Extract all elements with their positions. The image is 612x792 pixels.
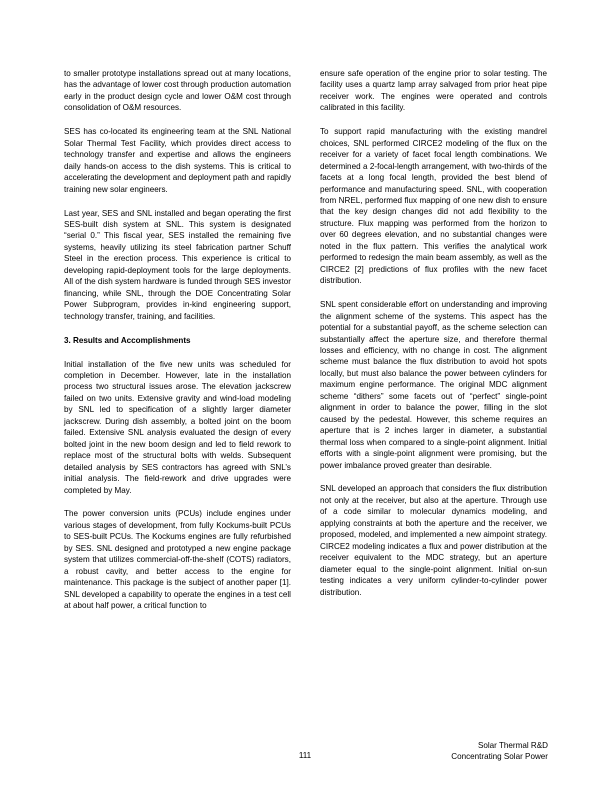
- footer-line-concentrating-solar-power: Concentrating Solar Power: [451, 752, 548, 762]
- left-text-column: [64, 68, 291, 612]
- paragraph: to smaller prototype installations spread out at many locations, has the advantage of lower cost through production automation early in the product design cycle and lower O&M cost through consolidation of O&M resources.: [64, 69, 291, 113]
- paragraph: SNL developed an approach that considers the flux distribution not only at the receiver, but also at the aperture. Through use of a code similar to molecular dynamics modeling, and applying constraints at both the aperture and the receiver, we proposed, modeled, and implemented a new aimpoint strategy. CIRCE2 modeling indicates a flux and power distribution at the receiver equivalent to the MDC strategy, but an aperture diameter equal to the single-point alignment. Initial on-sun testing indicates a very uniform cylinder-to-cylinder power distribution.: [320, 484, 547, 597]
- paragraph: SES has co-located its engineering team at the SNL National Solar Thermal Test Facility, which provides direct access to technology transfer and expertise and allows the engineers daily hands-on access to the dish systems. This is critical to accelerating the development and deployment path and rapidly training new solar engineers.: [64, 127, 291, 194]
- paragraph: SNL spent considerable effort on understanding and improving the alignment scheme of the systems. This aspect has the potential for a substantial payoff, as the scheme selection can substantially affect the aperture size, and therefore thermal losses and efficiency, with no change in cost. The alignment scheme must balance the flux distribution to avoid hot spots locally, but must also balance the power between cylinders for maximum engine performance. The original MDC alignment scheme “dithers” some facets out of “perfect” single-point alignment in order to balance the power, filling in the slot caused by the pedestal. However, this scheme requires an aperture that is 2 inches larger in diameter, a substantial thermal loss when compared to a single-point alignment. Initial efforts with a single-point alignment were promising, but the power imbalance proved greater than desirable.: [320, 300, 547, 470]
- footer-line-solar-thermal-rd: Solar Thermal R&D: [477, 741, 548, 750]
- right-text-column: [320, 68, 547, 612]
- paragraph: ensure safe operation of the engine prior to solar testing. The facility uses a quartz lamp array salvaged from prior heat pipe receiver work. The engines were operated and controls calibrated in this facility.: [320, 69, 547, 113]
- two-column-body: [64, 68, 548, 612]
- footer-program-label: [451, 740, 548, 763]
- paragraph: To support rapid manufacturing with the existing mandrel choices, SNL performed CIRCE2 modeling of the flux on the receiver for a variety of facet focal length combinations. We determined a 2-focal-length arrangement, with two-thirds of the facets at a long focal length, provided the best blend of performance and manufacturing speed. SNL, with cooperation from NREL, performed flux mapping of one new dish to ensure that the key design changes did not add flexibility to the structure. Flux mapping was performed from the horizon to over 60 degrees elevation, and no substantial changes were noted in the flux pattern. This verifies the analytical work performed to redesign the main beam assembly, as well as the CIRCE2 [2] predictions of flux profiles with the new facet distribution.: [320, 127, 547, 286]
- page-number: 111: [298, 751, 312, 760]
- section-heading-results-and-accomplishments: 3. Results and Accomplishments: [64, 335, 191, 345]
- paragraph: Initial installation of the five new units was scheduled for completion in December. However, late in the installation process two structural issues arose. The elevation jackscrew failed on two units. Extensive gravity and wind-load modeling by SNL led to specification of a slightly larger diameter jackscrew. During dish assembly, a bolted joint on the boom failed. Extensive SNL analysis evaluated the design of every bolted joint in the new boom design and led to field rework to replace most of the structural bolts with welds. Subsequent detailed analysis by SES contractors has agreed with SNL’s initial analysis. The field-rework and drive upgrades were completed by May.: [64, 359, 291, 495]
- paragraph: Last year, SES and SNL installed and began operating the first SES-built dish system at SNL. This system is designated “serial 0.” This fiscal year, SES installed the remaining five systems, heavily utilizing its steel fabrication partner Schuff Steel in the erection process. This experience is critical to developing rapid-deployment tools for the large deployments. All of the dish system hardware is funded through SES investor financing, while SNL, through the DOE Concentrating Solar Power Subprogram, provides in-kind engineering support, technology transfer, training, and facilities.: [64, 208, 291, 321]
- page-footer: [0, 735, 612, 775]
- paragraph: The power conversion units (PCUs) include engines under various stages of development, from fully Kockums-built PCUs to SES-built PCUs. The Kockums engines are fully refurbished by SES. SNL designed and prototyped a new engine package system that utilizes commercial-off-the-shelf (COTS) radiators, a robust cavity, and better access to the engine for maintenance. This package is the subject of another paper [1]. SNL developed a capability to operate the engines in a test cell at about half power, a critical function to: [64, 509, 291, 611]
